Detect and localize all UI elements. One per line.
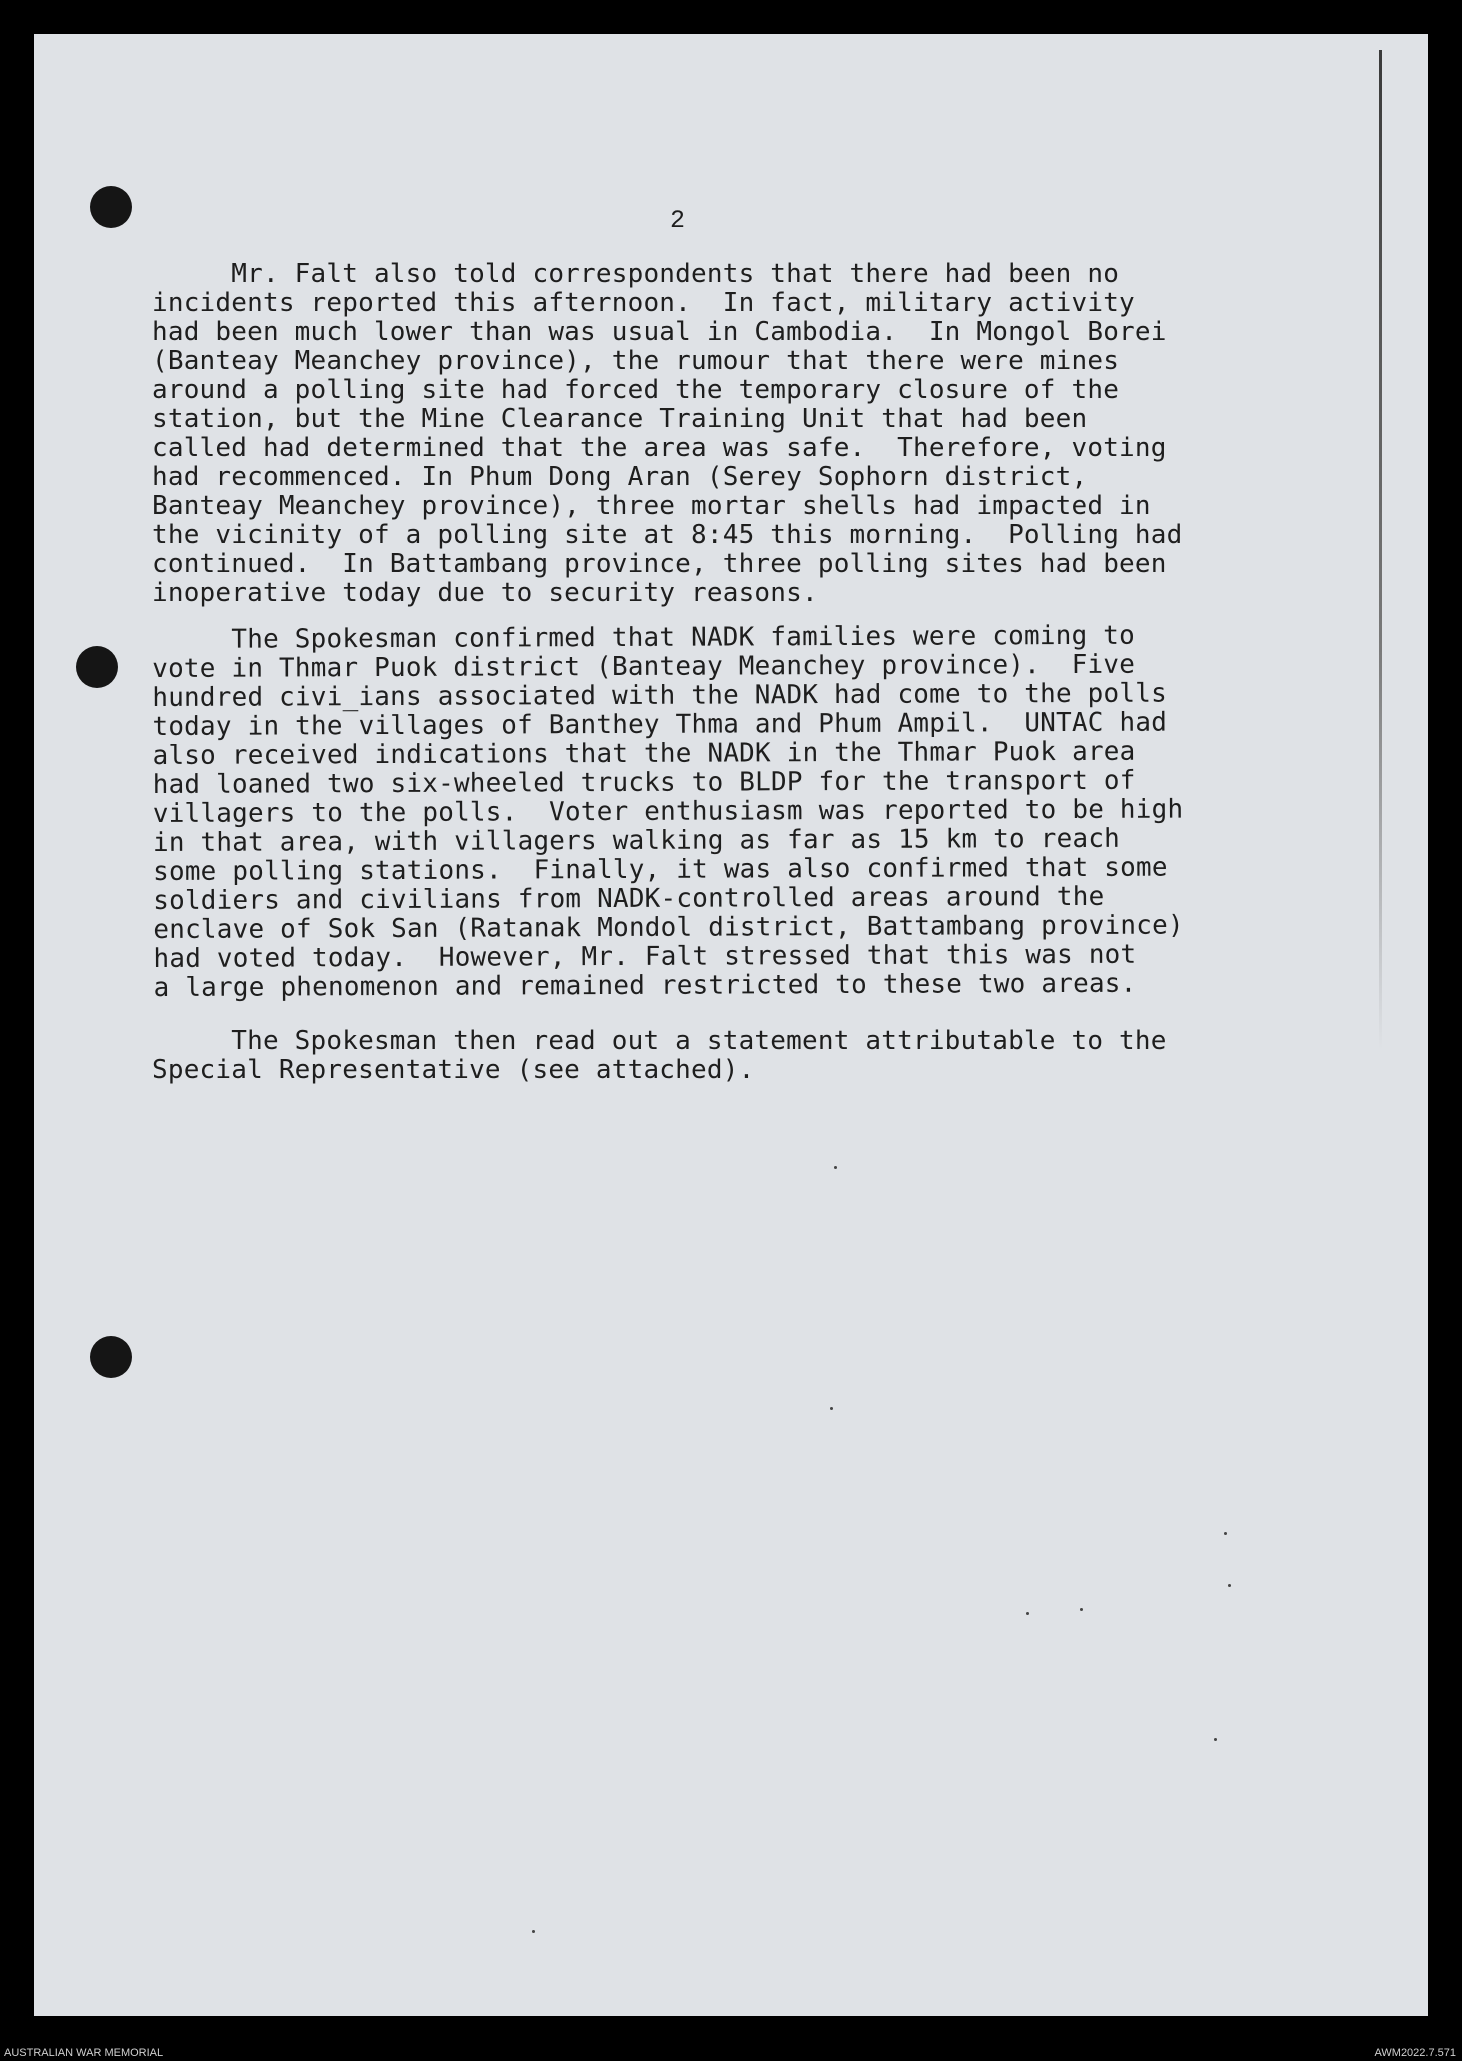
paragraph-1 <box>152 260 1212 608</box>
text-line: station, but the Mine Clearance Training Unit that had been <box>152 404 1088 434</box>
text-line: some polling stations. Finally, it was also confirmed that some <box>153 852 1168 887</box>
text-line: around a polling site had forced the temporary closure of the <box>152 375 1120 405</box>
text-line: Mr. Falt also told correspondents that there had been no <box>152 259 1120 289</box>
text-line: (Banteay Meanchey province), the rumour that there were mines <box>152 346 1120 376</box>
punch-hole-bottom <box>90 1336 132 1378</box>
text-line: the vicinity of a polling site at 8:45 this morning. Polling had <box>152 520 1183 550</box>
text-line: Banteay Meanchey province), three mortar shells had impacted in <box>152 491 1151 521</box>
paragraph-3 <box>152 1027 1212 1085</box>
page-number: 2 <box>670 206 686 235</box>
text-line: villagers to the polls. Voter enthusiasm was reported to be high <box>152 794 1184 829</box>
text-line: The Spokesman then read out a statement attributable to the <box>152 1026 1167 1056</box>
paper-speck <box>1224 1532 1227 1535</box>
text-line: vote in Thmar Puok district (Banteay Meanchey province). Five <box>152 649 1136 684</box>
text-line: had loaned two six-wheeled trucks to BLDP for the transport of <box>152 765 1136 800</box>
punch-hole-middle <box>76 646 118 688</box>
text-line: also received indications that the NADK in the Thmar Puok area <box>152 736 1136 771</box>
text-line: had recommenced. In Phum Dong Aran (Serey Sophorn district, <box>152 462 1088 492</box>
text-line: The Spokesman confirmed that NADK families were coming to <box>151 620 1136 655</box>
text-line: called had determined that the area was safe. Therefore, voting <box>152 433 1167 463</box>
footer-reference: AWM2022.7.571 <box>1374 2047 1456 2059</box>
paper-speck <box>834 1166 837 1169</box>
paragraph-2 <box>152 621 1214 1003</box>
text-line: inoperative today due to security reasons. <box>152 578 818 608</box>
footer-archive-name: AUSTRALIAN WAR MEMORIAL <box>4 2047 164 2059</box>
text-line: in that area, with villagers walking as far as 15 km to reach <box>152 823 1121 858</box>
paper-speck <box>1228 1584 1231 1587</box>
text-line: a large phenomenon and remained restricted to these two areas. <box>153 968 1137 1003</box>
document-page <box>34 34 1428 2016</box>
text-line: incidents reported this afternoon. In fact, military activity <box>152 288 1135 318</box>
text-line: enclave of Sok San (Ratanak Mondol district, Battambang province) <box>153 910 1184 945</box>
text-line: continued. In Battambang province, three polling sites had been <box>152 549 1167 579</box>
text-line: hundred civi_ians associated with the NADK had come to the polls <box>152 678 1167 713</box>
paper-speck <box>1214 1738 1217 1741</box>
text-line: Special Representative (see attached). <box>152 1055 755 1085</box>
paper-speck <box>1080 1608 1083 1611</box>
text-line: had been much lower than was usual in Cambodia. In Mongol Borei <box>152 317 1167 347</box>
punch-hole-top <box>90 186 132 228</box>
text-line: had voted today. However, Mr. Falt stressed that this was not <box>153 939 1137 974</box>
text-line: today in the villages of Banthey Thma and Phum Ampil. UNTAC had <box>152 707 1168 742</box>
paper-speck <box>830 1407 833 1410</box>
paper-speck <box>532 1930 535 1933</box>
text-line: soldiers and civilians from NADK-controlled areas around the <box>153 881 1105 916</box>
paper-speck <box>1026 1612 1029 1615</box>
page-edge-shadow <box>1379 50 1382 1050</box>
